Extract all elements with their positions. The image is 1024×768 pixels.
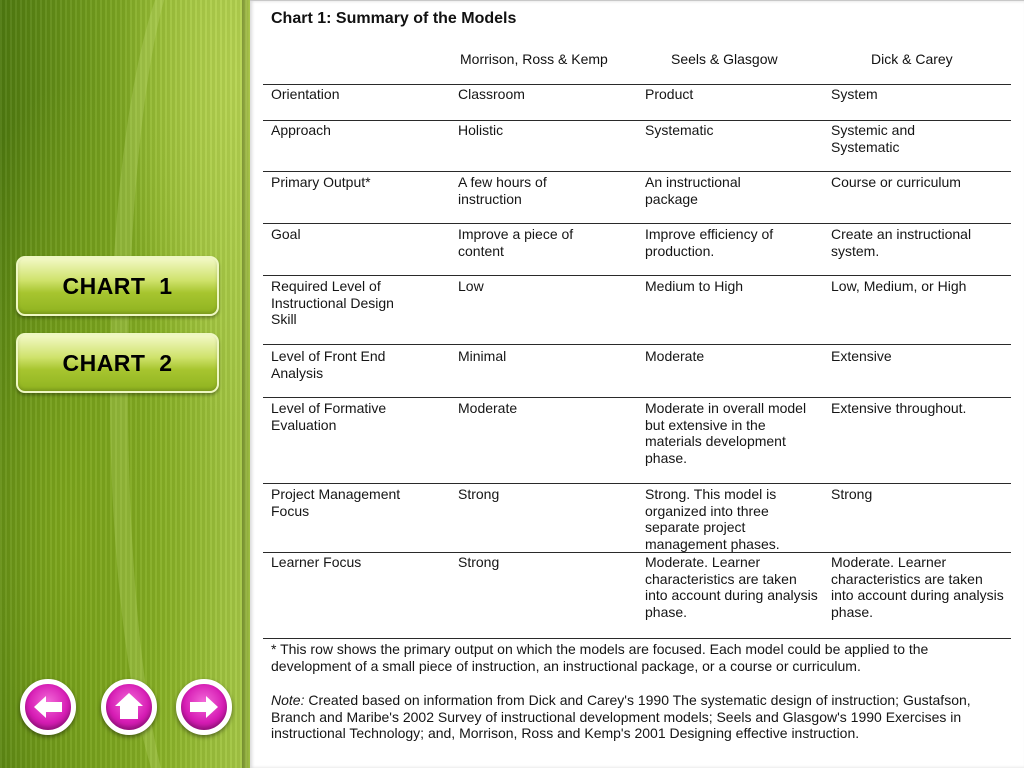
table-cell: Low, Medium, or High [831,278,967,294]
home-icon [106,684,152,730]
table-cell: Improve efficiency of production. [645,226,774,259]
row-label: Approach [271,122,331,138]
row-label: Orientation [271,86,340,102]
next-button[interactable] [176,679,232,735]
table-divider [263,275,1011,276]
table-divider [263,84,1011,85]
table-divider [263,344,1011,345]
table-divider [263,638,1011,639]
table-cell: Moderate [458,400,518,416]
row-label: Goal [271,226,301,242]
table-cell: System [831,86,878,102]
footnote: * This row shows the primary output on which the models are focused. Each model could be applied to the development of a small piece of instruction, an instructional package, or a course or curriculum. [271,641,929,674]
table-cell: A few hours of instruction [458,174,547,207]
table-cell: Extensive [831,348,892,364]
previous-button[interactable] [20,679,76,735]
table-cell: Create an instructional system. [831,226,972,259]
table-cell: Medium to High [645,278,744,294]
table-divider [263,552,1011,553]
table-cell: Systematic [645,122,714,138]
column-header-morrison: Morrison, Ross & Kemp [460,51,608,67]
table-cell: Product [645,86,694,102]
row-label: Primary Output* [271,174,371,190]
table-divider [263,171,1011,172]
home-button[interactable] [101,679,157,735]
table-divider [263,397,1011,398]
row-label: Required Level of Instructional Design Skill [271,278,394,327]
row-label: Learner Focus [271,554,362,570]
table-cell: Improve a piece of content [458,226,574,259]
table-cell: Strong [458,554,500,570]
table-cell: Low [458,278,484,294]
table-cell: Moderate. Learner characteristics are taken into account during analysis phase. [831,554,1004,620]
table-cell: Systemic and Systematic [831,122,916,155]
table-cell: Course or curriculum [831,174,961,190]
table-cell: Extensive throughout. [831,400,967,416]
table-cell: Strong [831,486,873,502]
arrow-left-icon [25,684,71,730]
table-cell: Holistic [458,122,504,138]
column-header-seels: Seels & Glasgow [671,51,778,67]
row-label: Project Management Focus [271,486,401,519]
arrow-right-icon [181,684,227,730]
table-cell: An instructional package [645,174,741,207]
table-cell: Moderate in overall model but extensive in the materials development phase. [645,400,807,466]
table-cell: Moderate. Learner characteristics are taken into account during analysis phase. [645,554,818,620]
chart-2-button[interactable]: CHART 2 [16,333,219,393]
table-cell: Strong. This model is organized into three separate project management phases. [645,486,780,552]
table-divider [263,223,1011,224]
row-label: Level of Formative Evaluation [271,400,387,433]
note-text: Created based on information from Dick and Carey's 1990 The systematic design of instruction; Gustafson, Branch and Maribe's 2002 Survey of instructional development models; Seels and Glasgow's 1990 Exercises in instructional Technology; and, Morrison, Ross and Kemp's 2001 Designing effective instruction. [271,692,971,741]
table-cell: Moderate [645,348,705,364]
sidebar [0,0,250,768]
table-divider [263,120,1011,121]
page-title: Chart 1: Summary of the Models [271,10,517,27]
chart-1-button[interactable]: CHART 1 [16,256,219,316]
table-cell: Strong [458,486,500,502]
document-page [250,0,1024,768]
table-divider [263,483,1011,484]
source-note [271,692,1006,742]
row-label: Level of Front End Analysis [271,348,386,381]
note-label: Note: [271,692,305,708]
table-cell: Minimal [458,348,507,364]
column-header-dick-carey: Dick & Carey [871,51,953,67]
table-cell: Classroom [458,86,525,102]
